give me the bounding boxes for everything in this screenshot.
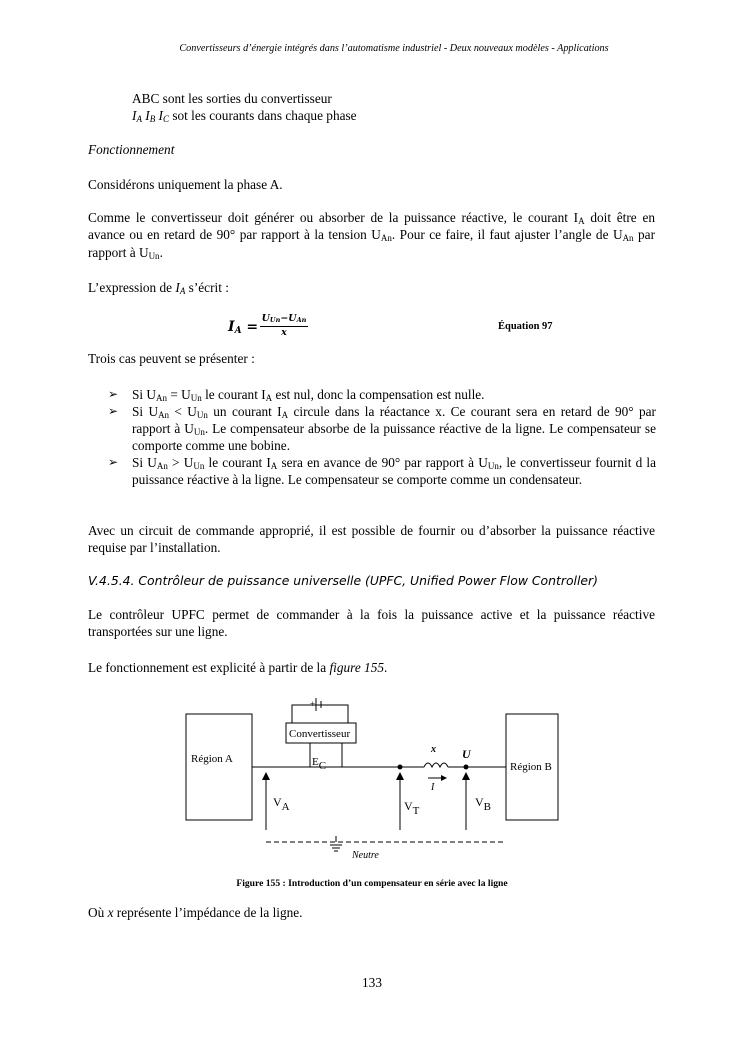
va-arrow-icon [262,772,270,780]
converter-label: Convertisseur [289,728,351,740]
region-b-label: Région B [510,761,552,773]
phase-a-paragraph: Considérons uniquement la phase A. [88,177,283,192]
running-header: Convertisseurs d’énergie intégrés dans l’automatisme industriel - Deux nouveaux modèles - Applications [179,43,609,54]
upfc-paragraph: Le contrôleur UPFC permet de commander à la fois la puissance active et la puissance réactive transportées sur une ligne. [88,607,655,640]
node-dot-u [464,765,469,770]
section-title: V.4.5.4. Contrôleur de puissance universelle (UPFC, Unified Power Flow Controller) [88,573,598,588]
u-label: U [462,747,471,761]
fonctionnement-heading: Fonctionnement [88,142,175,157]
ec-label: EC [312,756,327,772]
neutre-label: Neutre [352,850,379,861]
equation-fraction [260,313,308,339]
abc-line: ABC sont les sorties du convertisseur [132,91,332,106]
list-item: ➢ Si $U_{An} < U_{Un}$ un courant $I_A$ circule dans la réactance x. Ce courant sera en retard de 90° par rapport à $U_{Un}$. Le compensateur absorbe de la puissance réactive de la ligne. Le compensateur se comporte comme une bobine. [108,404,656,454]
equation-denominator: x [260,326,308,339]
i-label: I [431,782,435,793]
arrow-bullet-icon: ➢ [108,387,119,401]
region-a-label: Région A [191,753,233,765]
impedance-line: Où x représente l’impédance de la ligne. [88,905,303,920]
circuit-paragraph: Avec un circuit de commande approprié, il est possible de fournir ou d’absorber la puissance réactive requise par l’installation. [88,523,655,556]
x-label: x [431,744,436,755]
three-cases-line: Trois cas peuvent se présenter : [88,351,255,366]
va-label: VA [273,795,290,813]
arrow-bullet-icon: ➢ [108,404,119,419]
region-a-box [186,714,252,820]
equation-lhs: $I_A$ = [228,319,259,336]
arrow-bullet-icon: ➢ [108,455,119,470]
figure-reference-paragraph: Le fonctionnement est explicité à partir de la figure 155. [88,660,388,675]
equation-label: Équation 97 [498,321,553,332]
vb-arrow-icon [462,772,470,780]
inductor-icon [424,763,448,767]
current-arrow-icon [441,775,447,781]
page-number: 133 [362,975,382,990]
list-item: ➢ Si $U_{An} = U_{Un}$ le courant $I_A$ est nul, donc la compensation est nulle. [108,387,485,403]
cases-list [108,386,656,489]
upfc-diagram [180,692,570,864]
expression-line: L’expression de $I_A$ s’écrit : [88,280,229,296]
list-item: ➢ Si $U_{An} > U_{Un}$ le courant $I_A$ sera en avance de 90° par rapport à $U_{Un}$, le convertisseur fournit d la puissance réactive à la ligne. Le compensateur se comporte comme un condensateur. [108,455,656,488]
vt-label: VT [404,799,420,817]
currents-line: $I_A$ $I_B$ $I_C$ sot les courants dans chaque phase [132,108,357,124]
figure-link[interactable]: figure 155 [329,660,385,675]
figure-caption: Figure 155 : Introduction d’un compensateur en série avec la ligne [236,878,508,889]
vb-label: VB [475,795,492,813]
equation-numerator: $U_{Un}-U_{An}$ [261,313,307,324]
battery-plus-label: + [310,699,316,709]
reactive-paragraph: Comme le convertisseur doit générer ou absorber de la puissance réactive, le courant $I_A$ doit être en avance ou en retard de 90° par rapport à la tension $U_{An}$. Pour ce faire, il faut ajuster l’angle de $U_{An}$ par rapport à $U_{Un}$. [88,210,656,261]
vt-arrow-icon [396,772,404,780]
node-dot-vt [398,765,403,770]
